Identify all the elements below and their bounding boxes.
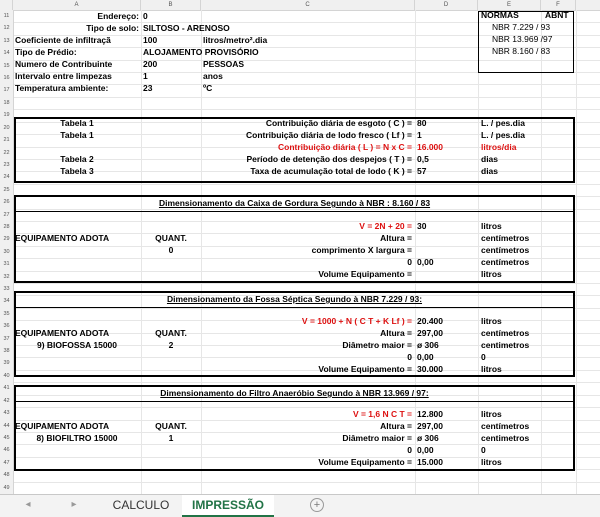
tabela-desc: Período de detenção dos despejos ( T ) = xyxy=(246,154,412,164)
tabela-ref: Tabela 3 xyxy=(60,166,94,176)
row-number[interactable]: 33 xyxy=(0,283,14,295)
gordura-equip-label: EQUIPAMENTO ADOTA xyxy=(15,233,110,243)
row-number[interactable]: 38 xyxy=(0,345,14,357)
endereco-value[interactable]: 0 xyxy=(143,11,148,21)
endereco-label: Endereço: xyxy=(97,11,139,21)
gordura-title: Dimensionamento da Caixa de Gordura Segundo à NBR : 8.160 / 83 xyxy=(158,198,431,208)
tabela-ref: Tabela 2 xyxy=(60,154,94,164)
filtro-altura-unit: centímetros xyxy=(481,421,530,431)
temp-label: Temperatura ambiente: xyxy=(15,83,109,93)
filtro-diam-value: ø 306 xyxy=(417,433,439,443)
gordura-extra-d: 0,00 xyxy=(417,257,434,267)
row-number[interactable]: 18 xyxy=(0,97,14,109)
predio-label: Tipo de Prédio: xyxy=(15,47,77,57)
add-sheet-icon[interactable]: + xyxy=(310,498,324,512)
solo-value[interactable]: SILTOSO - ARENOSO xyxy=(143,23,230,33)
predio-value[interactable]: ALOJAMENTO PROVISÓRIO xyxy=(143,47,259,57)
row-number[interactable]: 39 xyxy=(0,357,14,369)
filtro-quant-label: QUANT. xyxy=(155,421,187,431)
tab-calculo[interactable]: CALCULO xyxy=(112,498,170,512)
fossa-volume-unit: litros xyxy=(481,364,502,374)
row-number[interactable]: 45 xyxy=(0,432,14,444)
tabela-desc: Contribuição diária ( L ) = N x C = xyxy=(278,142,412,152)
row-number[interactable]: 16 xyxy=(0,72,14,84)
gordura-extra-unit: centímetros xyxy=(481,257,530,267)
fossa-diam-value: ø 306 xyxy=(417,340,439,350)
row-number[interactable]: 37 xyxy=(0,333,14,345)
fossa-extra-d: 0,00 xyxy=(417,352,434,362)
row-number[interactable]: 46 xyxy=(0,444,14,456)
filtro-formula: V = 1,6 N C T = xyxy=(352,409,412,419)
row-number[interactable]: 47 xyxy=(0,457,14,469)
fossa-title: Dimensionamento da Fossa Séptica Segundo à NBR 7.229 / 93: xyxy=(166,294,423,304)
row-number[interactable]: 17 xyxy=(0,84,14,96)
fossa-extra-e: 0 xyxy=(481,352,486,362)
gordura-quant-value[interactable]: 0 xyxy=(168,245,174,255)
tabela-value[interactable]: 80 xyxy=(417,118,427,128)
coef-value[interactable]: 100 xyxy=(143,35,158,45)
solo-label: Tipo de solo: xyxy=(86,23,139,33)
tabela-unit: dias xyxy=(481,166,499,176)
abnt-header: ABNT xyxy=(545,10,569,20)
row-number[interactable]: 27 xyxy=(0,209,14,221)
row-number[interactable]: 40 xyxy=(0,370,14,382)
tab-impressao[interactable]: IMPRESSÃO xyxy=(182,495,274,517)
contrib-unit: PESSOAS xyxy=(203,59,245,69)
gordura-volume-label: Volume Equipamento = xyxy=(318,269,412,279)
fossa-equip-label: EQUIPAMENTO ADOTA xyxy=(15,328,110,338)
row-number[interactable]: 31 xyxy=(0,258,14,270)
fossa-altura-label: Altura = xyxy=(380,328,412,338)
tabela-desc: Contribuição diária de lodo fresco ( Lf ) = xyxy=(245,130,412,140)
row-number[interactable]: 12 xyxy=(0,22,14,34)
filtro-volume-unit: litros xyxy=(481,457,502,467)
filtro-extra-e: 0 xyxy=(481,445,486,455)
row-number[interactable]: 24 xyxy=(0,171,14,183)
gordura-quant-label: QUANT. xyxy=(155,233,187,243)
row-number[interactable]: 28 xyxy=(0,221,14,233)
fossa-volume-value: 30.000 xyxy=(417,364,443,374)
temp-unit: ºC xyxy=(203,83,213,93)
row-number[interactable]: 14 xyxy=(0,47,14,59)
select-all-corner[interactable] xyxy=(0,0,13,10)
limpeza-value[interactable]: 1 xyxy=(143,71,148,81)
limpeza-label: Intervalo entre limpezas xyxy=(15,71,112,81)
row-number[interactable]: 30 xyxy=(0,246,14,258)
tabela-value[interactable]: 0,5 xyxy=(417,154,429,164)
tab-next-icon[interactable]: ▸ xyxy=(71,499,77,510)
filtro-extra-c: 0 xyxy=(407,445,412,455)
gordura-formula: V = 2N + 20 = xyxy=(359,221,412,231)
temp-value[interactable]: 23 xyxy=(143,83,153,93)
contrib-label: Numero de Contribuinte xyxy=(15,59,113,69)
row-number[interactable]: 21 xyxy=(0,134,14,146)
filtro-volume-value: 15.000 xyxy=(417,457,443,467)
fossa-formula: V = 1000 + N ( C T + K Lf ) = xyxy=(301,316,412,326)
tabela-value: 16.000 xyxy=(417,142,443,152)
gordura-extra-c: 0 xyxy=(407,257,412,267)
tabela-value[interactable]: 1 xyxy=(417,130,422,140)
fossa-equip-value[interactable]: 9) BIOFOSSA 15000 xyxy=(37,340,117,350)
row-number[interactable]: 25 xyxy=(0,184,14,196)
row-number[interactable]: 34 xyxy=(0,295,14,307)
tabela-desc: Contribuição diária de esgoto ( C ) = xyxy=(265,118,412,128)
row-number[interactable]: 11 xyxy=(0,10,14,22)
filtro-quant-value[interactable]: 1 xyxy=(168,433,174,443)
filtro-formula-value: 12.800 xyxy=(417,409,443,419)
gordura-altura-unit: centímetros xyxy=(481,233,530,243)
filtro-altura-label: Altura = xyxy=(380,421,412,431)
tabela-ref: Tabela 1 xyxy=(60,118,94,128)
normas-header: NORMAS xyxy=(481,10,519,20)
gordura-formula-unit: litros xyxy=(481,221,502,231)
row-number[interactable]: 26 xyxy=(0,196,14,208)
row-number[interactable]: 22 xyxy=(0,147,14,159)
gordura-comp-label: comprimento X largura = xyxy=(311,245,412,255)
gordura-altura-label: Altura = xyxy=(380,233,412,243)
row-number[interactable]: 20 xyxy=(0,122,14,134)
norma-item: NBR 7.229 / 93 xyxy=(492,22,551,32)
tabela-unit: L. / pes.dia xyxy=(481,118,525,128)
fossa-quant-label: QUANT. xyxy=(155,328,187,338)
fossa-formula-unit: litros xyxy=(481,316,502,326)
row-number[interactable]: 36 xyxy=(0,320,14,332)
row-number[interactable]: 19 xyxy=(0,109,14,121)
gordura-comp-unit: centímetros xyxy=(481,245,530,255)
filtro-diam-unit: centimetros xyxy=(481,433,530,443)
coef-unit: litros/metro².dia xyxy=(203,35,268,45)
row-number[interactable]: 48 xyxy=(0,469,14,481)
column-header-f[interactable]: F xyxy=(541,0,576,10)
fossa-diam-label: Diâmetro maior = xyxy=(342,340,412,350)
tabela-unit: litros/dia xyxy=(481,142,517,152)
row-number[interactable]: 44 xyxy=(0,420,14,432)
column-header-c[interactable]: C xyxy=(201,0,415,10)
tabela-desc: Taxa de acumulação total de lodo ( K ) = xyxy=(250,166,412,176)
contrib-value[interactable]: 200 xyxy=(143,59,158,69)
norma-item: NBR 8.160 / 83 xyxy=(492,46,551,56)
sheet-tab-bar xyxy=(0,494,600,517)
fossa-formula-value: 20.400 xyxy=(417,316,443,326)
filtro-diam-label: Diâmetro maior = xyxy=(342,433,412,443)
row-number[interactable]: 23 xyxy=(0,159,14,171)
column-header-e[interactable]: E xyxy=(478,0,541,10)
row-number[interactable]: 29 xyxy=(0,233,14,245)
column-header-d[interactable]: D xyxy=(415,0,478,10)
row-number[interactable]: 42 xyxy=(0,395,14,407)
fossa-quant-value[interactable]: 2 xyxy=(168,340,174,350)
filtro-altura-value: 297,00 xyxy=(417,421,443,431)
fossa-volume-label: Volume Equipamento = xyxy=(318,364,412,374)
tabela-unit: L. / pes.dia xyxy=(481,130,525,140)
worksheet-grid[interactable] xyxy=(0,10,600,494)
filtro-formula-unit: litros xyxy=(481,409,502,419)
filtro-equip-value[interactable]: 8) BIOFILTRO 15000 xyxy=(36,433,118,443)
row-number[interactable]: 35 xyxy=(0,308,14,320)
filtro-title: Dimensionamento do Filtro Anaeróbio Segundo à NBR 13.969 / 97: xyxy=(160,388,429,398)
column-header-a[interactable]: A xyxy=(13,0,141,10)
row-number[interactable]: 43 xyxy=(0,407,14,419)
row-number[interactable]: 49 xyxy=(0,482,14,494)
row-number[interactable]: 41 xyxy=(0,382,14,394)
tabela-ref: Tabela 1 xyxy=(60,130,94,140)
tabela-value[interactable]: 57 xyxy=(417,166,427,176)
tab-prev-icon[interactable]: ◂ xyxy=(25,499,31,510)
fossa-diam-unit: centimetros xyxy=(481,340,530,350)
gordura-volume-unit: litros xyxy=(481,269,502,279)
norma-item: NBR 13.969 /97 xyxy=(492,34,553,44)
fossa-extra-c: 0 xyxy=(407,352,412,362)
fossa-altura-value: 297,00 xyxy=(417,328,443,338)
coef-label: Coeficiente de infiltraçã xyxy=(15,35,111,45)
filtro-volume-label: Volume Equipamento = xyxy=(318,457,412,467)
fossa-altura-unit: centímetros xyxy=(481,328,530,338)
row-number[interactable]: 13 xyxy=(0,35,14,47)
row-number[interactable]: 32 xyxy=(0,271,14,283)
filtro-equip-label: EQUIPAMENTO ADOTA xyxy=(15,421,110,431)
limpeza-unit: anos xyxy=(203,71,223,81)
row-number[interactable]: 15 xyxy=(0,60,14,72)
column-header-b[interactable]: B xyxy=(141,0,201,10)
filtro-extra-d: 0,00 xyxy=(417,445,434,455)
tabela-unit: dias xyxy=(481,154,499,164)
gordura-formula-value: 30 xyxy=(417,221,427,231)
